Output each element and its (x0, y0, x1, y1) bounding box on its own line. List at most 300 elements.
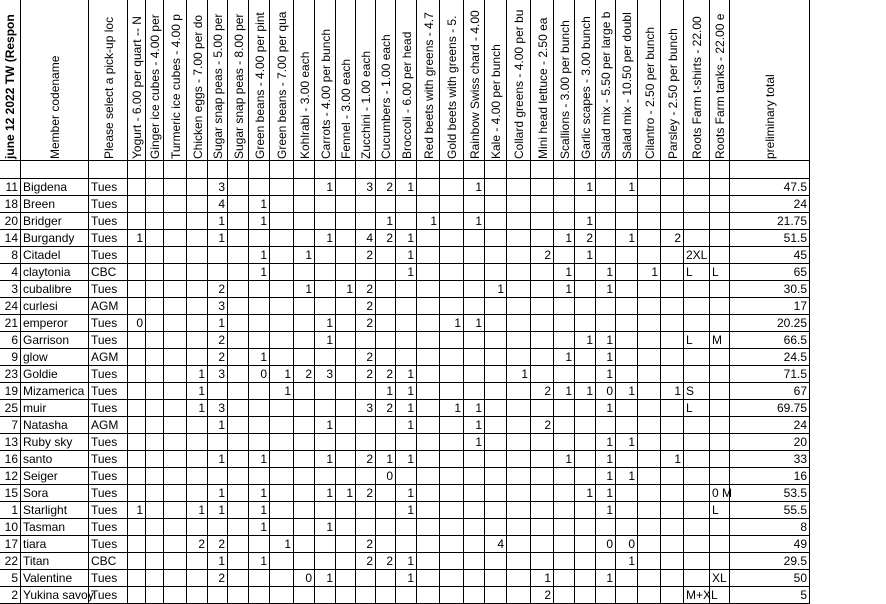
table-cell[interactable] (376, 196, 396, 213)
table-cell[interactable]: 19 (0, 383, 21, 400)
member-codename-cell[interactable]: Valentine (21, 570, 89, 587)
member-codename-cell[interactable]: tiara (21, 536, 89, 553)
table-cell[interactable] (228, 502, 249, 519)
table-cell[interactable] (336, 366, 356, 383)
table-cell[interactable]: 1 (270, 536, 294, 553)
table-cell[interactable] (417, 366, 440, 383)
column-header[interactable] (616, 0, 638, 161)
table-cell[interactable]: 1 (249, 247, 270, 264)
table-cell[interactable] (464, 383, 485, 400)
table-cell[interactable] (336, 213, 356, 230)
table-cell[interactable] (336, 451, 356, 468)
table-cell[interactable]: 15 (0, 485, 21, 502)
table-cell[interactable] (616, 570, 638, 587)
table-cell[interactable] (336, 230, 356, 247)
table-cell[interactable] (164, 196, 187, 213)
table-cell[interactable] (396, 332, 417, 349)
table-cell[interactable]: 1 (661, 383, 684, 400)
table-cell[interactable] (146, 587, 164, 604)
table-cell[interactable] (596, 553, 616, 570)
table-cell[interactable]: XL (710, 570, 730, 587)
table-cell[interactable] (710, 247, 730, 264)
table-cell[interactable]: Tues (89, 519, 128, 536)
table-cell[interactable] (187, 519, 208, 536)
table-cell[interactable] (554, 468, 575, 485)
table-cell[interactable] (684, 230, 710, 247)
table-cell[interactable] (638, 298, 661, 315)
preliminary-total-cell[interactable]: 53.5 (730, 485, 810, 502)
table-cell[interactable]: Tues (89, 451, 128, 468)
table-cell[interactable] (554, 315, 575, 332)
table-cell[interactable]: AGM (89, 298, 128, 315)
table-cell[interactable]: 0 (376, 468, 396, 485)
table-cell[interactable] (684, 196, 710, 213)
table-cell[interactable]: 1 (396, 366, 417, 383)
table-cell[interactable] (596, 230, 616, 247)
table-cell[interactable] (187, 553, 208, 570)
table-cell[interactable] (249, 570, 270, 587)
table-cell[interactable] (315, 536, 336, 553)
table-cell[interactable]: 2XL (684, 247, 710, 264)
table-cell[interactable] (485, 434, 507, 451)
table-cell[interactable] (710, 196, 730, 213)
table-cell[interactable] (128, 298, 146, 315)
table-cell[interactable] (485, 519, 507, 536)
table-cell[interactable]: 2 (208, 332, 228, 349)
column-header[interactable] (294, 0, 315, 161)
table-cell[interactable] (294, 502, 315, 519)
table-cell[interactable] (531, 468, 554, 485)
table-cell[interactable] (249, 230, 270, 247)
table-cell[interactable] (187, 434, 208, 451)
table-cell[interactable] (417, 587, 440, 604)
table-cell[interactable]: 13 (0, 434, 21, 451)
table-cell[interactable] (554, 553, 575, 570)
table-cell[interactable]: 0 (596, 536, 616, 553)
table-cell[interactable]: 1 (396, 485, 417, 502)
table-cell[interactable] (146, 213, 164, 230)
table-cell[interactable] (294, 213, 315, 230)
table-cell[interactable] (440, 230, 464, 247)
table-cell[interactable] (417, 536, 440, 553)
table-cell[interactable] (417, 434, 440, 451)
column-header[interactable] (464, 0, 485, 161)
table-cell[interactable] (208, 247, 228, 264)
table-cell[interactable]: 1 (396, 570, 417, 587)
table-cell[interactable]: 1 (249, 213, 270, 230)
table-cell[interactable] (376, 485, 396, 502)
table-cell[interactable]: 0 (249, 366, 270, 383)
table-cell[interactable]: 2 (661, 230, 684, 247)
table-cell[interactable] (417, 298, 440, 315)
table-cell[interactable]: 1 (554, 230, 575, 247)
table-cell[interactable]: 23 (0, 366, 21, 383)
table-cell[interactable] (440, 570, 464, 587)
table-cell[interactable]: 1 (554, 349, 575, 366)
table-cell[interactable]: 1 (208, 485, 228, 502)
table-cell[interactable] (417, 383, 440, 400)
table-cell[interactable] (187, 485, 208, 502)
table-cell[interactable]: 2 (356, 553, 376, 570)
table-cell[interactable]: 1 (249, 451, 270, 468)
table-cell[interactable] (164, 553, 187, 570)
table-cell[interactable] (661, 349, 684, 366)
table-cell[interactable] (315, 587, 336, 604)
preliminary-total-cell[interactable]: 50 (730, 570, 810, 587)
table-cell[interactable] (485, 570, 507, 587)
table-cell[interactable] (710, 383, 730, 400)
empty-cell[interactable] (684, 161, 710, 179)
member-codename-cell[interactable]: Natasha (21, 417, 89, 434)
table-cell[interactable] (228, 468, 249, 485)
table-cell[interactable] (638, 502, 661, 519)
table-cell[interactable] (661, 587, 684, 604)
table-cell[interactable] (336, 332, 356, 349)
empty-cell[interactable] (294, 161, 315, 179)
table-cell[interactable] (575, 281, 596, 298)
table-cell[interactable] (164, 434, 187, 451)
table-cell[interactable] (554, 417, 575, 434)
table-cell[interactable]: 1 (596, 400, 616, 417)
table-cell[interactable] (485, 298, 507, 315)
table-cell[interactable] (440, 434, 464, 451)
table-cell[interactable] (356, 332, 376, 349)
table-cell[interactable] (661, 519, 684, 536)
table-cell[interactable] (507, 332, 531, 349)
table-cell[interactable] (356, 434, 376, 451)
table-cell[interactable] (638, 519, 661, 536)
preliminary-total-cell[interactable]: 29.5 (730, 553, 810, 570)
table-cell[interactable] (575, 553, 596, 570)
table-cell[interactable] (228, 230, 249, 247)
table-cell[interactable] (464, 451, 485, 468)
table-cell[interactable] (187, 468, 208, 485)
table-cell[interactable] (710, 536, 730, 553)
member-codename-cell[interactable]: Goldie (21, 366, 89, 383)
table-cell[interactable] (440, 417, 464, 434)
table-cell[interactable]: 1 (294, 247, 315, 264)
table-cell[interactable]: 1 (396, 502, 417, 519)
preliminary-total-cell[interactable]: 5 (730, 587, 810, 604)
table-cell[interactable] (417, 349, 440, 366)
table-cell[interactable] (638, 315, 661, 332)
table-cell[interactable] (294, 485, 315, 502)
table-cell[interactable] (638, 570, 661, 587)
table-cell[interactable] (507, 264, 531, 281)
column-header[interactable] (485, 0, 507, 161)
table-cell[interactable] (507, 213, 531, 230)
table-cell[interactable] (336, 298, 356, 315)
table-cell[interactable] (146, 366, 164, 383)
table-cell[interactable] (270, 349, 294, 366)
table-cell[interactable] (128, 179, 146, 196)
table-cell[interactable] (531, 400, 554, 417)
table-cell[interactable] (596, 196, 616, 213)
table-cell[interactable]: Tues (89, 213, 128, 230)
table-cell[interactable] (164, 349, 187, 366)
table-cell[interactable] (270, 264, 294, 281)
table-cell[interactable]: 2 (356, 298, 376, 315)
table-cell[interactable] (146, 349, 164, 366)
preliminary-total-cell[interactable]: 66.5 (730, 332, 810, 349)
table-cell[interactable]: CBC (89, 264, 128, 281)
table-cell[interactable] (228, 553, 249, 570)
table-cell[interactable] (294, 519, 315, 536)
table-cell[interactable] (554, 519, 575, 536)
table-cell[interactable] (270, 298, 294, 315)
table-cell[interactable] (440, 196, 464, 213)
table-cell[interactable] (396, 434, 417, 451)
table-cell[interactable]: 2 (376, 553, 396, 570)
table-cell[interactable] (485, 315, 507, 332)
empty-cell[interactable] (638, 161, 661, 179)
table-cell[interactable] (146, 553, 164, 570)
table-cell[interactable] (440, 298, 464, 315)
table-cell[interactable] (228, 485, 249, 502)
table-cell[interactable] (336, 264, 356, 281)
table-cell[interactable] (128, 519, 146, 536)
table-cell[interactable] (315, 298, 336, 315)
table-cell[interactable]: 1 (596, 451, 616, 468)
table-cell[interactable] (336, 383, 356, 400)
table-cell[interactable] (531, 519, 554, 536)
table-cell[interactable]: 1 (485, 281, 507, 298)
table-cell[interactable]: 1 (315, 417, 336, 434)
table-cell[interactable] (440, 536, 464, 553)
table-cell[interactable]: 1 (208, 451, 228, 468)
table-cell[interactable] (440, 366, 464, 383)
table-cell[interactable] (661, 264, 684, 281)
column-header[interactable] (164, 0, 187, 161)
table-cell[interactable] (356, 587, 376, 604)
table-cell[interactable]: 2 (356, 451, 376, 468)
table-cell[interactable]: Tues (89, 400, 128, 417)
table-cell[interactable]: 2 (356, 349, 376, 366)
table-cell[interactable]: Tues (89, 485, 128, 502)
table-cell[interactable] (485, 485, 507, 502)
table-cell[interactable] (376, 434, 396, 451)
table-cell[interactable] (270, 485, 294, 502)
table-cell[interactable]: 1 (376, 383, 396, 400)
empty-cell[interactable] (128, 161, 146, 179)
table-cell[interactable]: 1 (440, 400, 464, 417)
table-cell[interactable] (128, 434, 146, 451)
table-cell[interactable] (710, 400, 730, 417)
table-cell[interactable]: 1 (440, 315, 464, 332)
table-cell[interactable] (128, 570, 146, 587)
table-cell[interactable] (417, 196, 440, 213)
table-cell[interactable] (417, 570, 440, 587)
table-cell[interactable] (128, 247, 146, 264)
table-cell[interactable] (208, 434, 228, 451)
table-cell[interactable]: 2 (208, 349, 228, 366)
table-cell[interactable]: 1 (249, 264, 270, 281)
table-cell[interactable] (661, 417, 684, 434)
member-codename-cell[interactable]: santo (21, 451, 89, 468)
table-cell[interactable] (440, 519, 464, 536)
table-cell[interactable]: 2 (356, 536, 376, 553)
table-cell[interactable]: 21 (0, 315, 21, 332)
table-cell[interactable]: 1 (554, 383, 575, 400)
table-cell[interactable] (710, 298, 730, 315)
table-cell[interactable]: 1 (315, 519, 336, 536)
empty-cell[interactable] (575, 161, 596, 179)
table-cell[interactable]: 2 (356, 247, 376, 264)
table-cell[interactable] (575, 587, 596, 604)
table-cell[interactable] (596, 417, 616, 434)
table-cell[interactable] (270, 400, 294, 417)
table-cell[interactable] (164, 485, 187, 502)
table-cell[interactable] (575, 264, 596, 281)
table-cell[interactable]: 1 (531, 570, 554, 587)
table-cell[interactable] (596, 298, 616, 315)
table-cell[interactable] (531, 264, 554, 281)
table-cell[interactable] (249, 417, 270, 434)
table-cell[interactable] (270, 519, 294, 536)
table-cell[interactable] (249, 587, 270, 604)
table-cell[interactable]: Tues (89, 179, 128, 196)
table-cell[interactable] (684, 570, 710, 587)
table-cell[interactable] (417, 553, 440, 570)
table-cell[interactable] (507, 400, 531, 417)
table-cell[interactable] (417, 179, 440, 196)
table-cell[interactable] (146, 230, 164, 247)
table-cell[interactable]: 1 (396, 400, 417, 417)
table-cell[interactable] (187, 332, 208, 349)
table-cell[interactable]: 2 (208, 536, 228, 553)
table-cell[interactable] (710, 587, 730, 604)
table-cell[interactable] (440, 485, 464, 502)
table-cell[interactable] (661, 298, 684, 315)
table-cell[interactable] (638, 196, 661, 213)
table-cell[interactable]: S (684, 383, 710, 400)
column-header[interactable] (710, 0, 730, 161)
table-cell[interactable] (146, 332, 164, 349)
table-cell[interactable] (249, 434, 270, 451)
table-cell[interactable]: 1 (315, 332, 336, 349)
preliminary-total-cell[interactable]: 8 (730, 519, 810, 536)
table-cell[interactable] (270, 468, 294, 485)
table-cell[interactable] (440, 349, 464, 366)
table-cell[interactable] (507, 247, 531, 264)
table-cell[interactable] (485, 417, 507, 434)
member-codename-cell[interactable]: Yukina savoy (23, 588, 94, 602)
table-cell[interactable] (315, 400, 336, 417)
table-cell[interactable] (531, 315, 554, 332)
member-codename-cell[interactable]: glow (21, 349, 89, 366)
table-cell[interactable] (661, 536, 684, 553)
table-cell[interactable] (507, 468, 531, 485)
table-cell[interactable]: 1 (507, 366, 531, 383)
table-cell[interactable] (575, 417, 596, 434)
table-cell[interactable] (376, 570, 396, 587)
table-cell[interactable] (464, 485, 485, 502)
table-cell[interactable] (616, 298, 638, 315)
table-cell[interactable] (464, 553, 485, 570)
table-cell[interactable] (294, 383, 315, 400)
table-cell[interactable] (638, 366, 661, 383)
table-cell[interactable] (464, 468, 485, 485)
table-cell[interactable] (417, 264, 440, 281)
table-cell[interactable] (376, 502, 396, 519)
table-cell[interactable] (376, 264, 396, 281)
table-cell[interactable]: 1 (596, 264, 616, 281)
table-cell[interactable] (315, 468, 336, 485)
table-cell[interactable] (554, 332, 575, 349)
table-cell[interactable] (507, 281, 531, 298)
table-cell[interactable]: 24 (0, 298, 21, 315)
empty-cell[interactable] (554, 161, 575, 179)
table-cell[interactable] (596, 179, 616, 196)
table-cell[interactable] (396, 519, 417, 536)
empty-cell[interactable] (485, 161, 507, 179)
table-cell[interactable]: Tues (89, 587, 128, 604)
table-cell[interactable] (417, 417, 440, 434)
table-cell[interactable]: 10 (0, 519, 21, 536)
column-header[interactable] (376, 0, 396, 161)
table-cell[interactable]: 1 (396, 247, 417, 264)
column-header[interactable] (440, 0, 464, 161)
table-cell[interactable]: Tues (89, 383, 128, 400)
table-cell[interactable]: 1 (396, 417, 417, 434)
table-cell[interactable] (638, 587, 661, 604)
preliminary-total-cell[interactable]: 69.75 (730, 400, 810, 417)
table-cell[interactable] (575, 468, 596, 485)
table-cell[interactable]: 1 (249, 349, 270, 366)
table-cell[interactable] (638, 230, 661, 247)
table-cell[interactable]: 1 (575, 332, 596, 349)
column-header[interactable] (249, 0, 270, 161)
table-cell[interactable] (554, 366, 575, 383)
table-cell[interactable] (531, 434, 554, 451)
table-cell[interactable] (336, 247, 356, 264)
table-cell[interactable] (315, 247, 336, 264)
table-cell[interactable] (376, 298, 396, 315)
table-cell[interactable] (376, 332, 396, 349)
table-cell[interactable] (638, 553, 661, 570)
table-cell[interactable] (128, 213, 146, 230)
table-cell[interactable] (228, 570, 249, 587)
table-cell[interactable] (661, 213, 684, 230)
table-cell[interactable] (554, 179, 575, 196)
table-cell[interactable] (485, 587, 507, 604)
table-cell[interactable] (376, 247, 396, 264)
table-cell[interactable]: 1 (208, 417, 228, 434)
table-cell[interactable]: AGM (89, 417, 128, 434)
table-cell[interactable] (464, 366, 485, 383)
table-cell[interactable] (485, 179, 507, 196)
table-cell[interactable] (270, 570, 294, 587)
empty-cell[interactable] (164, 161, 187, 179)
table-cell[interactable] (616, 587, 638, 604)
table-cell[interactable] (440, 281, 464, 298)
table-cell[interactable] (575, 298, 596, 315)
table-cell[interactable]: L (684, 400, 710, 417)
table-cell[interactable] (638, 383, 661, 400)
table-cell[interactable] (356, 468, 376, 485)
preliminary-total-cell[interactable]: 67 (730, 383, 810, 400)
preliminary-total-cell[interactable]: 71.5 (730, 366, 810, 383)
table-cell[interactable] (164, 366, 187, 383)
table-cell[interactable] (575, 570, 596, 587)
table-cell[interactable] (164, 179, 187, 196)
table-cell[interactable] (661, 502, 684, 519)
table-cell[interactable]: 1 (616, 553, 638, 570)
table-cell[interactable] (684, 179, 710, 196)
preliminary-total-cell[interactable]: 17 (730, 298, 810, 315)
table-cell[interactable] (531, 230, 554, 247)
table-cell[interactable] (464, 332, 485, 349)
